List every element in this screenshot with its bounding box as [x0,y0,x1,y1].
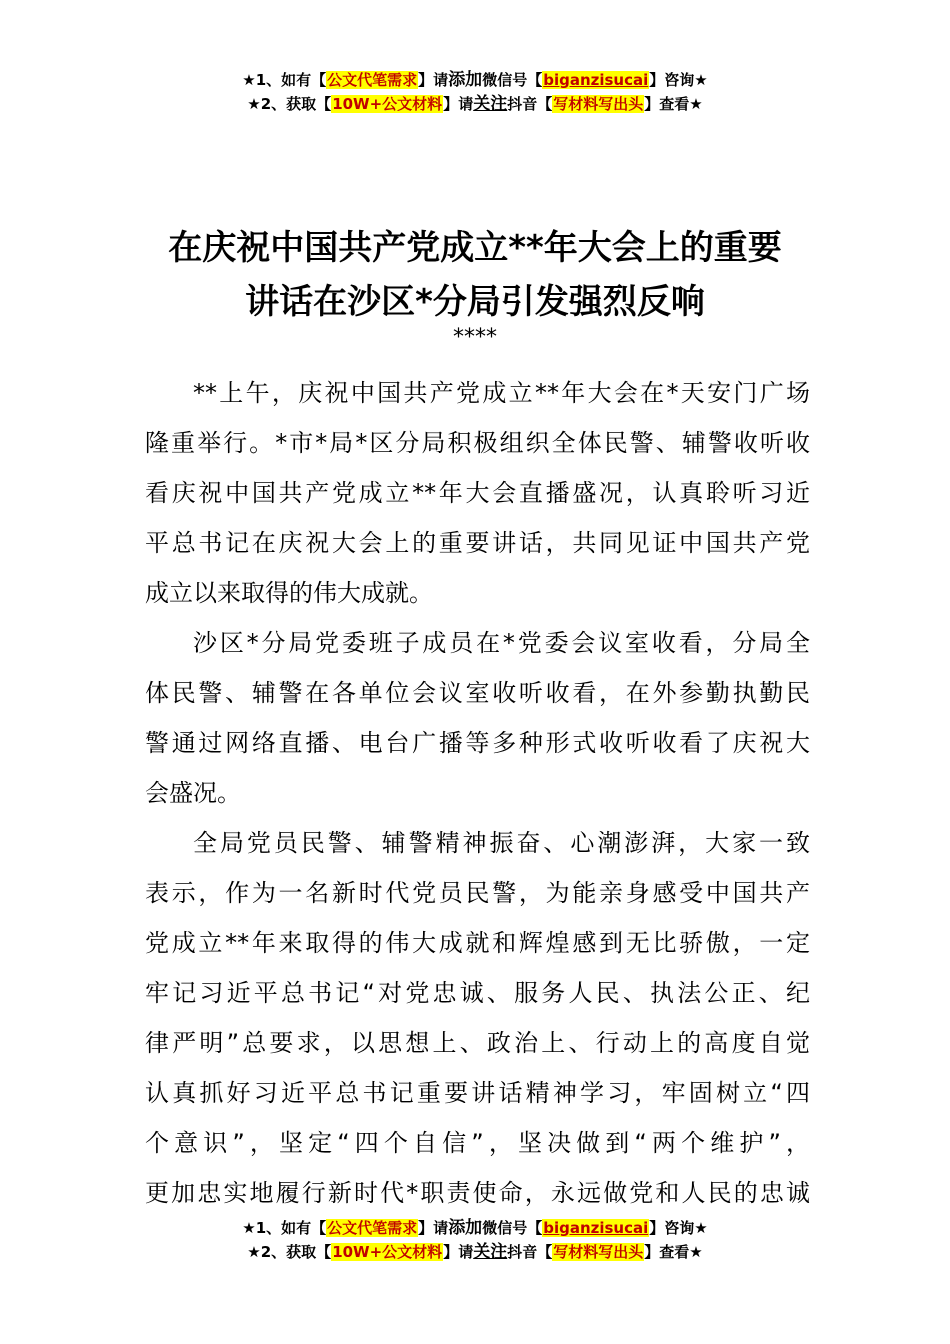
text-line: 牢记习近平总书记“对党忠诚、服务人民、执法公正、纪 [145,979,810,1007]
title-line: 讲话在沙区*分局引发强烈反响 [245,282,705,322]
document-author: **** [453,325,497,350]
text-line: 会盛况。 [145,779,241,807]
text-line: 认真抓好习近平总书记重要讲话精神学习，牢固树立“四 [145,1079,810,1107]
banner-text: 】咨询★ [649,71,708,89]
banner-text: 】查看★ [644,95,703,113]
banner-emphasis: 添加 [448,70,483,90]
text-line: 党成立**年来取得的伟大成就和辉煌感到无比骄傲，一定 [145,929,810,957]
banner-text: 微信号【 [482,1219,543,1237]
text-line: 体民警、辅警在各单位会议室收听收看，在外参勤执勤民 [145,679,810,707]
paragraph [145,618,810,818]
text-line: 警通过网络直播、电台广播等多种形式收听收看了庆祝大 [145,729,810,757]
banner-highlight: biganzisucai [543,71,649,89]
banner-emphasis: 关注 [473,94,508,114]
banner-emphasis: 关注 [473,1242,508,1262]
text-line: 全局党员民警、辅警精神振奋、心潮澎湃，大家一致 [193,829,810,857]
banner-line-1 [0,68,950,92]
banner-highlight: 写材料写出头 [553,95,644,113]
banner-text: 】请 [418,1219,449,1237]
document-title [0,221,950,329]
banner-text: 】查看★ [644,1243,703,1261]
banner-text: ★1、如有【 [242,71,327,89]
text-line: 隆重举行。*市*局*区分局积极组织全体民警、辅警收听收 [145,429,810,457]
banner-text: ★2、获取【 [247,95,332,113]
banner-highlight: 10W+公文材料 [332,1243,443,1261]
paragraph [145,818,810,1218]
text-line: 沙区*分局党委班子成员在*党委会议室收看，分局全 [193,629,810,657]
banner-line-2 [0,92,950,116]
banner-highlight: biganzisucai [543,1219,649,1237]
banner-emphasis: 添加 [448,1218,483,1238]
header-banner [0,68,950,116]
text-line: 个意识”，坚定“四个自信”，坚决做到“两个维护”， [145,1129,810,1157]
banner-text: ★2、获取【 [247,1243,332,1261]
banner-line-1 [0,1216,950,1240]
text-line: 平总书记在庆祝大会上的重要讲话，共同见证中国共产党 [145,529,810,557]
banner-text: 】请 [443,1243,474,1261]
footer-banner [0,1216,950,1264]
text-line: 更加忠实地履行新时代*职责使命，永远做党和人民的忠诚 [145,1179,810,1207]
paragraph [145,368,810,618]
banner-line-2 [0,1240,950,1264]
text-line: 律严明”总要求，以思想上、政治上、行动上的高度自觉 [145,1029,810,1057]
banner-highlight: 写材料写出头 [553,1243,644,1261]
title-line: 在庆祝中国共产党成立**年大会上的重要 [168,228,782,268]
text-line: 表示，作为一名新时代党员民警，为能亲身感受中国共产 [145,879,810,907]
text-line: 成立以来取得的伟大成就。 [145,579,433,607]
text-line: **上午，庆祝中国共产党成立**年大会在*天安门广场 [193,379,810,407]
banner-text: 微信号【 [482,71,543,89]
banner-text: 】请 [418,71,449,89]
banner-text: 抖音【 [507,1243,553,1261]
document-body [145,368,810,1218]
banner-text: 】咨询★ [649,1219,708,1237]
banner-highlight: 10W+公文材料 [332,95,443,113]
text-line: 看庆祝中国共产党成立**年大会直播盛况，认真聆听习近 [145,479,810,507]
banner-text: 抖音【 [507,95,553,113]
banner-highlight: 公文代笔需求 [327,71,418,89]
banner-highlight: 公文代笔需求 [327,1219,418,1237]
banner-text: 】请 [443,95,474,113]
banner-text: ★1、如有【 [242,1219,327,1237]
